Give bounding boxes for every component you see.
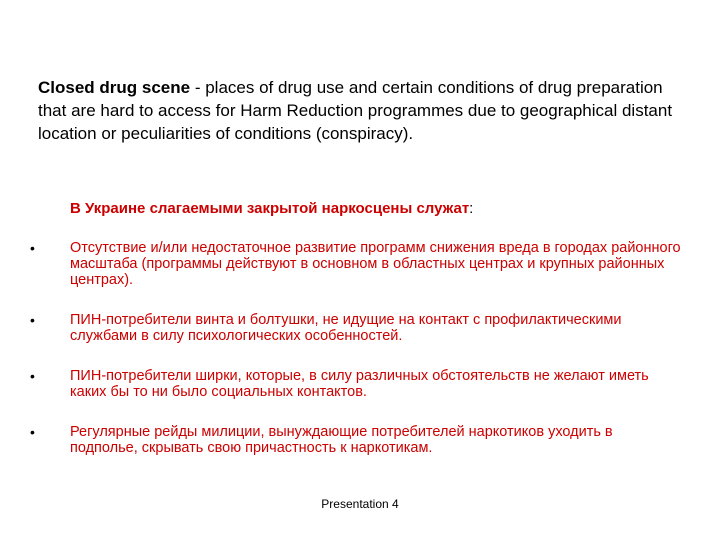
bullet-text: Регулярные рейды милиции, вынуждающие потребителей наркотиков уходить в подполье, скрывать свою причастность к наркотикам. bbox=[70, 424, 613, 456]
intro-separator: - bbox=[190, 78, 206, 97]
intro-lead-term: Closed drug scene bbox=[38, 78, 191, 97]
subheading-text: В Украине слагаемыми закрытой наркосцены служат bbox=[70, 200, 470, 217]
subheading-colon: : bbox=[469, 200, 474, 217]
bullet-text: Отсутствие и/или недостаточное развитие программ снижения вреда в городах районного масштаба (программы действуют в основном в областных центрах и крупных районных центрах). bbox=[70, 240, 681, 288]
intro-definition: places of drug use and certain conditions of drug preparation that are hard to access for Harm Reduction programmes due to geographical distant location or peculiarities of conditions (conspiracy). bbox=[38, 78, 673, 143]
bullet-text: ПИН-потребители ширки, которые, в силу различных обстоятельств не желают иметь каких бы то ни было социальных контактов. bbox=[70, 368, 649, 400]
footer-label: Presentation 4 bbox=[321, 497, 399, 511]
bullet-marker: • bbox=[30, 424, 35, 440]
subheading bbox=[70, 199, 670, 218]
intro-paragraph bbox=[38, 76, 678, 145]
bullet-marker: • bbox=[30, 368, 35, 384]
bullet-marker: • bbox=[30, 312, 35, 328]
bullet-marker: • bbox=[30, 240, 35, 256]
bullet-text: ПИН-потребители винта и болтушки, не идущие на контакт с профилактическими службами в силу психологических особенностей. bbox=[70, 312, 622, 344]
